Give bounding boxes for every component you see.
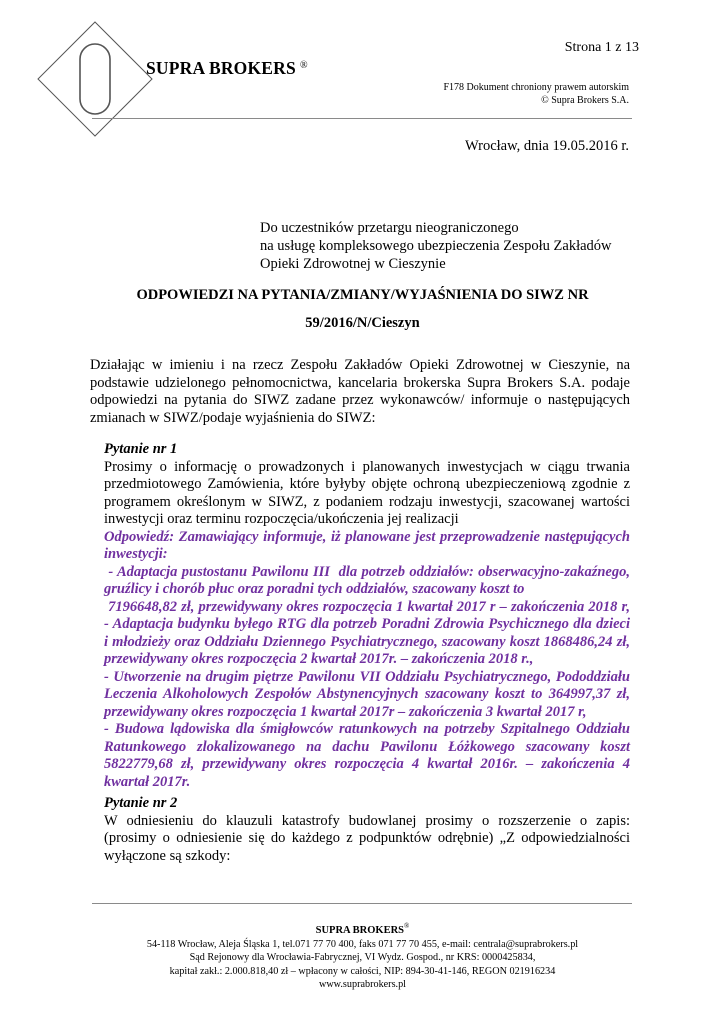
intro-line: odpowiedzi na pytania do SIWZ zadane przez wykonawców/ informuje o następujących: [90, 392, 630, 408]
copyright-line-2: © Supra Brokers S.A.: [541, 95, 629, 106]
intro-paragraph: [90, 357, 630, 427]
intro-line: zmianach w SIWZ/podaje wyjaśnienia do SIWZ:: [90, 409, 376, 426]
footer-company-name: SUPRA BROKERS®: [315, 922, 410, 936]
answer-1-line: gruźlicy i chorób płuc oraz poradni tych oddziałów, szacowany koszt to: [104, 581, 525, 597]
document-number: 59/2016/N/Cieszyn: [305, 315, 420, 331]
copyright-line-1: F178 Dokument chroniony prawem autorskim: [443, 82, 629, 93]
answer-1-line: 5822779,68 zł, przewidywany okres rozpoczęcia 4 kwartał 2016r. – zakończenia 4: [104, 756, 630, 772]
supra-brokers-logo-icon: [36, 20, 154, 138]
footer-capital-tax: kapitał zakł.: 2.000.818,40 zł – wpłacony w całości, NIP: 894-30-41-146, REGON 021916234: [169, 965, 556, 977]
answer-1-line: - Utworzenie na drugim piętrze Pawilonu VII Oddziału Psychiatrycznego, Pododdziału: [104, 668, 630, 685]
brand-registered-mark: ®: [299, 60, 308, 71]
intro-line: Działając w imieniu i na rzecz Zespołu Zakładów Opieki Zdrowotnej w Cieszynie, na: [90, 357, 630, 373]
answer-1-line: 7196648,82 zł, przewidywany okres rozpoczęcia 1 kwartał 2017 r – zakończenia 2018 r,: [104, 598, 630, 615]
question-2: [104, 795, 630, 865]
question-2-title: Pytanie nr 2: [104, 795, 178, 811]
question-2-text-line: (prosimy o odniesienie się do każdego z podpunktów odrębnie) „Z odpowiedzialności: [104, 830, 630, 846]
question-1-text-line: przedmiotowego Zamówienia, które byłyby objęte ochroną ubezpieczeniową zgodnie z: [104, 476, 630, 492]
document-date: Wrocław, dnia 19.05.2016 r.: [465, 138, 629, 154]
recipients-line: na usługę kompleksowego ubezpieczenia Zespołu Zakładów: [260, 238, 612, 254]
footer-address: 54-118 Wrocław, Aleja Śląska 1, tel.071 77 70 400, faks 071 77 70 455, e-mail: centrala@suprabrokers.pl: [146, 938, 579, 950]
recipients-block: [260, 219, 612, 273]
answer-1-line: przewidywany okres rozpoczęcia 2 kwartał 2017r. – zakończenia 2018 r.,: [104, 651, 534, 667]
question-2-text-line: wyłączone są szkody:: [104, 847, 231, 864]
answer-1-line: Odpowiedź: Zamawiający informuje, iż planowane jest przeprowadzenie następujących: [104, 528, 630, 545]
question-1-title: Pytanie nr 1: [104, 441, 178, 457]
footer-registered-mark: ®: [404, 922, 410, 930]
answer-1-line: przewidywany okres rozpoczęcia 1 kwartał 2017r – zakończenia 3 kwartał 2017 r,: [104, 703, 587, 720]
question-1: [104, 441, 630, 791]
question-1-text-line: Prosimy o informację o prowadzonych i planowanych inwestycjach w ciągu trwania: [104, 458, 630, 475]
answer-1-line: - Budowa lądowiska dla śmigłowców ratunkowych na potrzeby Szpitalnego Oddziału: [104, 721, 630, 737]
header-divider: [92, 118, 632, 119]
answer-1-line: - Adaptacja pustostanu Pawilonu III dla potrzeb oddziałów: obserwacyjno-zakaźnego,: [104, 563, 630, 580]
brand-name: SUPRA BROKERS ®: [146, 58, 308, 78]
question-1-text-line: programem określonym w SIWZ, z podaniem rodzaju inwestycji, szacowanej wartości: [104, 493, 630, 510]
answer-1-line: - Adaptacja budynku byłego RTG dla potrzeb Poradni Zdrowia Psychicznego dla dzieci: [104, 616, 630, 632]
question-1-text-line: inwestycji oraz terminu rozpoczęcia/ukończenia jej realizacji: [104, 511, 459, 527]
footer-court-registry: Sąd Rejonowy dla Wrocławia-Fabrycznej, VI Wydz. Gospod., nr KRS: 0000425834,: [189, 952, 536, 964]
footer-divider: [92, 903, 632, 904]
page-number: Strona 1 z 13: [564, 40, 639, 55]
footer-website: www.suprabrokers.pl: [318, 979, 407, 991]
answer-1-line: kwartał 2017r.: [104, 773, 191, 790]
question-2-text-line: W odniesieniu do klauzuli katastrofy budowlanej prosimy o rozszerzenie o zapis:: [104, 812, 630, 829]
document-heading: ODPOWIEDZI NA PYTANIA/ZMIANY/WYJAŚNIENIA DO SIWZ NR: [136, 287, 589, 303]
intro-line: podstawie udzielonego pełnomocnictwa, kancelaria brokerska Supra Brokers S.A. podaje: [90, 374, 630, 391]
recipients-line: Opieki Zdrowotnej w Cieszynie: [260, 256, 446, 272]
answer-1-line: Leczenia Alkoholowych Zespołów Abstynencyjnych szacowany koszt to 364997,37 zł,: [104, 686, 630, 702]
recipients-line: Do uczestników przetargu nieograniczonego: [260, 220, 519, 236]
answer-1-line: inwestycji:: [104, 546, 168, 562]
footer: [0, 920, 725, 992]
answer-1-line: i młodzieży oraz Oddziału Dziennego Psychiatrycznego, szacowany koszt 1868486,24 zł,: [104, 633, 630, 650]
answer-1-line: Ratunkowego zlokalizowanego na dachu Pawilonu Łóżkowego szacowany koszt: [104, 738, 630, 755]
